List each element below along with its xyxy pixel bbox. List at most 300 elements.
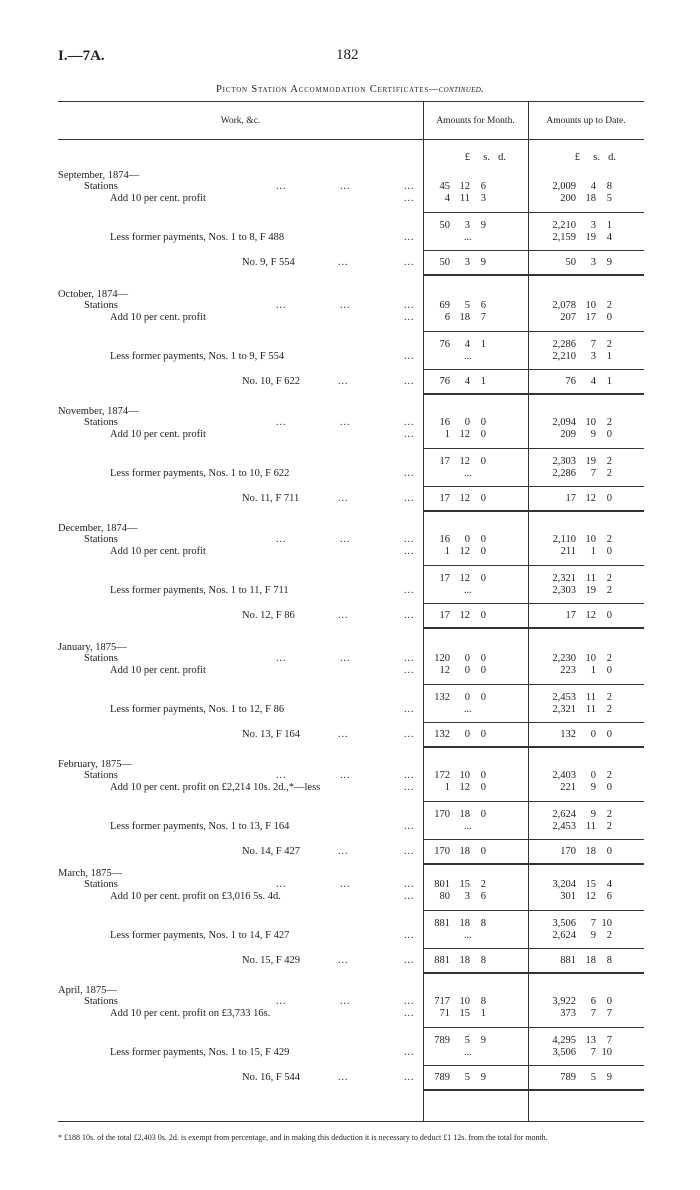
leader-dots: ...: [404, 232, 415, 243]
certificate-date-amount: [548, 610, 612, 621]
sum-month-amount-pence: 0: [480, 692, 486, 703]
sum-date-amount: [548, 692, 612, 703]
stations-month-amount-pounds: 45: [439, 181, 450, 192]
stations-date-amount-pence: 2: [606, 770, 612, 781]
certificate-date-amount-shillings: 18: [585, 846, 596, 857]
stations-date-amount-shillings: 6: [590, 996, 596, 1007]
period-label: February, 1875—: [58, 759, 132, 770]
certificate-date-amount: [548, 257, 612, 268]
stations-date-amount-pounds: 2,110: [552, 534, 576, 545]
profit-month-amount: [430, 665, 486, 676]
less-date-amount-shillings: 3: [590, 351, 596, 362]
profit-month-amount-shillings: 0: [464, 665, 470, 676]
period-label: December, 1874—: [58, 523, 138, 534]
sum-date-amount: [548, 1035, 612, 1046]
certificate-month-amount: [430, 729, 486, 740]
certificate-date-amount-pence: 0: [606, 729, 612, 740]
leader-dots: ...: [404, 729, 415, 740]
profit-date-amount-pence: 6: [606, 891, 612, 902]
profit-month-amount: [430, 429, 486, 440]
stations-month-amount-pounds: 801: [434, 879, 450, 890]
certificate-month-amount: [430, 610, 486, 621]
sum-date-amount-pence: 2: [606, 339, 612, 350]
certificate-month-amount-shillings: 3: [464, 257, 470, 268]
stations-date-amount: [548, 879, 612, 890]
certificate-bottom-rule: [423, 972, 644, 974]
stations-month-amount: [430, 300, 486, 311]
certificate-date-amount-pounds: 132: [560, 729, 576, 740]
profit-label: Add 10 per cent. profit on £2,214 10s. 2d.,*—less: [110, 782, 321, 793]
sum-month-amount-pence: 1: [480, 339, 486, 350]
leader-dots: ...: [276, 770, 287, 781]
certificate-label: No. 9, F 554: [242, 257, 295, 268]
profit-date-amount-pounds: 200: [560, 193, 576, 204]
stations-date-amount-shillings: 4: [590, 181, 596, 192]
leader-dots: ...: [340, 300, 351, 311]
stations-date-amount-pounds: 2,403: [552, 770, 576, 781]
leader-dots: ...: [340, 181, 351, 192]
less-date-amount-pence: 2: [606, 704, 612, 715]
less-date-amount-shillings: 19: [585, 232, 596, 243]
sum-month-amount-shillings: 18: [459, 918, 470, 929]
leader-dots: ...: [404, 300, 415, 311]
less-former-label: Less former payments, Nos. 1 to 13, F 164: [110, 821, 290, 832]
stations-date-amount-pounds: 2,078: [552, 300, 576, 311]
less-date-amount-pence: 4: [606, 232, 612, 243]
leader-dots: ...: [404, 704, 415, 715]
stations-month-amount-pence: 6: [480, 300, 486, 311]
stations-month-amount-shillings: 10: [459, 996, 470, 1007]
certificate-top-rule: [423, 722, 644, 723]
stations-date-amount: [548, 653, 612, 664]
certificate-month-amount-pounds: 170: [434, 846, 450, 857]
period-label: November, 1874—: [58, 406, 139, 417]
certificate-month-amount-shillings: 5: [464, 1072, 470, 1083]
less-date-amount-shillings: 7: [590, 1047, 596, 1058]
sum-month-amount-pence: 9: [480, 1035, 486, 1046]
profit-date-amount: [548, 429, 612, 440]
less-date-amount-pounds: 2,159: [552, 232, 576, 243]
stations-date-amount-pence: 0: [606, 996, 612, 1007]
profit-month-amount-shillings: 3: [464, 891, 470, 902]
subtotal-rule: [423, 684, 644, 685]
less-date-amount-pence: 2: [606, 930, 612, 941]
certificate-bottom-rule: [423, 863, 644, 865]
stations-month-amount-pounds: 69: [439, 300, 450, 311]
certificate-label: No. 14, F 427: [242, 846, 301, 857]
less-former-label: Less former payments, Nos. 1 to 12, F 86: [110, 704, 285, 715]
profit-month-amount-shillings: 12: [459, 782, 470, 793]
sum-month-amount-shillings: 5: [464, 1035, 470, 1046]
stations-label: Stations: [84, 653, 118, 664]
profit-date-amount-shillings: 17: [585, 312, 596, 323]
certificate-month-amount: [430, 846, 486, 857]
stations-label: Stations: [84, 181, 118, 192]
profit-date-amount-pence: 0: [606, 782, 612, 793]
stations-label: Stations: [84, 534, 118, 545]
stations-date-amount-shillings: 10: [585, 300, 596, 311]
profit-date-amount: [548, 665, 612, 676]
certificate-date-amount: [548, 376, 612, 387]
certificate-date-amount-pence: 9: [606, 257, 612, 268]
sum-date-amount-pence: 2: [606, 809, 612, 820]
sum-date-amount: [548, 918, 612, 929]
sum-month-amount-pence: 0: [480, 573, 486, 584]
sum-month-amount-pence: 8: [480, 918, 486, 929]
profit-month-amount-pence: 0: [480, 665, 486, 676]
sum-month-amount: [430, 220, 486, 231]
period-label: March, 1875—: [58, 868, 123, 879]
less-date-amount-pence: 1: [606, 351, 612, 362]
certificate-date-amount: [548, 729, 612, 740]
sum-month-amount-shillings: 12: [459, 456, 470, 467]
profit-month-amount-pence: 0: [480, 782, 486, 793]
stations-label: Stations: [84, 417, 118, 428]
column-header-month: Amounts for Month.: [436, 116, 515, 126]
profit-month-amount-pence: 1: [480, 1008, 486, 1019]
less-date-amount: [548, 1047, 612, 1058]
less-month-blank: ...: [464, 821, 472, 832]
sum-date-amount-pence: 7: [606, 1035, 612, 1046]
profit-label: Add 10 per cent. profit on £3,733 16s.: [110, 1008, 271, 1019]
certificate-date-amount-shillings: 18: [585, 955, 596, 966]
profit-month-amount: [430, 312, 486, 323]
sum-month-amount-shillings: 0: [464, 692, 470, 703]
sum-date-amount: [548, 456, 612, 467]
stations-month-amount-pence: 0: [480, 770, 486, 781]
sum-month-amount-pence: 9: [480, 220, 486, 231]
leader-dots: ...: [404, 468, 415, 479]
leader-dots: ...: [340, 653, 351, 664]
stations-date-amount-pounds: 3,204: [552, 879, 576, 890]
certificate-month-amount-shillings: 18: [459, 846, 470, 857]
certificate-date-amount-shillings: 12: [585, 493, 596, 504]
leader-dots: ...: [340, 417, 351, 428]
certificate-date-amount-shillings: 4: [590, 376, 596, 387]
stations-month-amount-shillings: 15: [459, 879, 470, 890]
sum-date-amount-pence: 2: [606, 573, 612, 584]
table-top-rule: [58, 101, 644, 102]
stations-label: Stations: [84, 996, 118, 1007]
certificate-month-amount-pence: 1: [480, 376, 486, 387]
leader-dots: ...: [404, 493, 415, 504]
period-label: April, 1875—: [58, 985, 117, 996]
subtotal-rule: [423, 1027, 644, 1028]
certificate-date-amount-pence: 0: [606, 493, 612, 504]
profit-date-amount-shillings: 18: [585, 193, 596, 204]
stations-date-amount: [548, 417, 612, 428]
sum-date-amount-pounds: 2,210: [552, 220, 576, 231]
stations-month-amount-pence: 6: [480, 181, 486, 192]
certificate-bottom-rule: [423, 510, 644, 512]
certificate-date-amount-pence: 0: [606, 846, 612, 857]
less-date-amount-pounds: 2,321: [552, 704, 576, 715]
certificate-bottom-rule: [423, 393, 644, 395]
sum-month-amount: [430, 573, 486, 584]
certificate-month-amount-shillings: 18: [459, 955, 470, 966]
profit-date-amount: [548, 546, 612, 557]
profit-date-amount-pounds: 209: [560, 429, 576, 440]
sum-date-amount: [548, 809, 612, 820]
certificate-month-amount-pounds: 50: [439, 257, 450, 268]
sum-month-amount-shillings: 18: [459, 809, 470, 820]
stations-date-amount-pence: 2: [606, 534, 612, 545]
profit-month-amount-shillings: 12: [459, 429, 470, 440]
profit-date-amount-pounds: 223: [560, 665, 576, 676]
profit-date-amount-pence: 0: [606, 312, 612, 323]
certificate-date-amount-pounds: 881: [560, 955, 576, 966]
certificate-date-amount-pence: 9: [606, 1072, 612, 1083]
certificate-top-rule: [423, 603, 644, 604]
profit-date-amount-pounds: 373: [560, 1008, 576, 1019]
sum-month-amount: [430, 809, 486, 820]
certificate-month-amount-pounds: 132: [434, 729, 450, 740]
profit-label: Add 10 per cent. profit: [110, 312, 206, 323]
profit-month-amount-pounds: 71: [439, 1008, 450, 1019]
certificate-month-amount-pounds: 789: [434, 1072, 450, 1083]
leader-dots: ...: [404, 312, 415, 323]
certificate-month-amount-pence: 9: [480, 257, 486, 268]
column-divider-1: [423, 101, 424, 1121]
leader-dots: ...: [276, 417, 287, 428]
leader-dots: ...: [404, 653, 415, 664]
column-header-date: Amounts up to Date.: [546, 116, 626, 126]
certificate-bottom-rule: [423, 274, 644, 276]
leader-dots: ...: [404, 376, 415, 387]
less-date-amount-shillings: 11: [585, 821, 596, 832]
certificate-month-amount: [430, 493, 486, 504]
sum-date-amount-shillings: 11: [585, 573, 596, 584]
certificate-top-rule: [423, 250, 644, 251]
profit-date-amount: [548, 782, 612, 793]
sum-date-amount-shillings: 9: [590, 809, 596, 820]
less-date-amount-shillings: 7: [590, 468, 596, 479]
certificate-date-amount-pounds: 170: [560, 846, 576, 857]
leader-dots: ...: [404, 930, 415, 941]
profit-date-amount-shillings: 12: [585, 891, 596, 902]
profit-month-amount-pence: 0: [480, 429, 486, 440]
stations-month-amount-pounds: 172: [434, 770, 450, 781]
certificate-date-amount-pounds: 789: [560, 1072, 576, 1083]
less-date-amount: [548, 930, 612, 941]
less-date-amount-pence: 10: [601, 1047, 612, 1058]
less-month-blank: ...: [464, 704, 472, 715]
leader-dots: ...: [404, 546, 415, 557]
sum-month-amount: [430, 456, 486, 467]
profit-date-amount-pence: 0: [606, 665, 612, 676]
stations-month-amount: [430, 417, 486, 428]
less-date-amount-pence: 2: [606, 585, 612, 596]
certificate-label: No. 15, F 429: [242, 955, 301, 966]
less-date-amount-pounds: 2,453: [552, 821, 576, 832]
sum-date-amount-shillings: 19: [585, 456, 596, 467]
profit-label: Add 10 per cent. profit on £3,016 5s. 4d.: [110, 891, 281, 902]
less-former-label: Less former payments, Nos. 1 to 9, F 554: [110, 351, 285, 362]
certificate-bottom-rule: [423, 627, 644, 629]
profit-date-amount-pence: 0: [606, 546, 612, 557]
leader-dots: ...: [404, 181, 415, 192]
profit-month-amount-pounds: 1: [444, 782, 450, 793]
less-date-amount: [548, 351, 612, 362]
header-bottom-rule: [58, 139, 644, 140]
profit-date-amount: [548, 193, 612, 204]
stations-month-amount-shillings: 10: [459, 770, 470, 781]
certificate-month-amount: [430, 376, 486, 387]
stations-month-amount-pence: 2: [480, 879, 486, 890]
profit-month-amount-shillings: 12: [459, 546, 470, 557]
less-date-amount-shillings: 19: [585, 585, 596, 596]
certificate-month-amount-pence: 8: [480, 955, 486, 966]
leader-dots: ...: [404, 610, 415, 621]
certificate-label: No. 13, F 164: [242, 729, 301, 740]
subtotal-rule: [423, 212, 644, 213]
less-date-amount-pounds: 3,506: [552, 1047, 576, 1058]
less-former-label: Less former payments, Nos. 1 to 14, F 427: [110, 930, 290, 941]
stations-date-amount-shillings: 0: [590, 770, 596, 781]
less-former-label: Less former payments, Nos. 1 to 8, F 488: [110, 232, 285, 243]
profit-date-amount: [548, 1008, 612, 1019]
sum-date-amount-shillings: 7: [590, 918, 596, 929]
stations-month-amount-pounds: 120: [434, 653, 450, 664]
leader-dots: ...: [404, 879, 415, 890]
stations-month-amount: [430, 653, 486, 664]
stations-date-amount: [548, 770, 612, 781]
profit-month-amount: [430, 546, 486, 557]
less-date-amount-pounds: 2,210: [552, 351, 576, 362]
stations-date-amount: [548, 300, 612, 311]
less-date-amount: [548, 704, 612, 715]
sum-month-amount: [430, 1035, 486, 1046]
leader-dots: ...: [404, 257, 415, 268]
certificate-date-amount-pence: 8: [606, 955, 612, 966]
leader-dots: ...: [404, 1072, 415, 1083]
certificate-month-amount-shillings: 0: [464, 729, 470, 740]
profit-month-amount-pence: 0: [480, 546, 486, 557]
certificate-label: No. 12, F 86: [242, 610, 295, 621]
stations-month-amount-pence: 0: [480, 417, 486, 428]
sum-date-amount-shillings: 13: [585, 1035, 596, 1046]
certificate-top-rule: [423, 369, 644, 370]
subtotal-rule: [423, 331, 644, 332]
sum-month-amount-pounds: 132: [434, 692, 450, 703]
profit-label: Add 10 per cent. profit: [110, 429, 206, 440]
profit-month-amount-pounds: 1: [444, 429, 450, 440]
subtotal-rule: [423, 565, 644, 566]
subtotal-rule: [423, 910, 644, 911]
profit-month-amount-pence: 3: [480, 193, 486, 204]
certificate-bottom-rule: [423, 746, 644, 748]
less-date-amount: [548, 468, 612, 479]
sum-month-amount-shillings: 3: [464, 220, 470, 231]
certificate-date-amount-shillings: 5: [590, 1072, 596, 1083]
profit-month-amount-shillings: 11: [459, 193, 470, 204]
profit-date-amount-pounds: 301: [560, 891, 576, 902]
stations-month-amount-shillings: 0: [464, 534, 470, 545]
stations-label: Stations: [84, 879, 118, 890]
profit-date-amount-shillings: 1: [590, 546, 596, 557]
certificate-date-amount-shillings: 0: [590, 729, 596, 740]
sum-month-amount-pence: 0: [480, 809, 486, 820]
leader-dots: ...: [404, 996, 415, 1007]
currency-header-date: £ s. d.: [574, 152, 616, 163]
sum-date-amount: [548, 573, 612, 584]
stations-date-amount-pence: 2: [606, 653, 612, 664]
profit-label: Add 10 per cent. profit: [110, 193, 206, 204]
sum-date-amount-pence: 2: [606, 692, 612, 703]
sum-month-amount-pounds: 50: [439, 220, 450, 231]
stations-date-amount-pence: 2: [606, 417, 612, 428]
period-label: October, 1874—: [58, 289, 129, 300]
profit-month-amount: [430, 891, 486, 902]
stations-month-amount: [430, 879, 486, 890]
table-title: Picton Station Accommodation Certificates—continued.: [216, 84, 484, 95]
stations-date-amount: [548, 996, 612, 1007]
less-date-amount-pence: 2: [606, 468, 612, 479]
certificate-date-amount-pounds: 17: [565, 610, 576, 621]
stations-month-amount: [430, 181, 486, 192]
sum-month-amount-shillings: 4: [464, 339, 470, 350]
sum-date-amount-pounds: 2,453: [552, 692, 576, 703]
stations-month-amount-pounds: 16: [439, 417, 450, 428]
leader-dots: ...: [404, 821, 415, 832]
sum-date-amount-shillings: 11: [585, 692, 596, 703]
leader-dots: ...: [338, 729, 349, 740]
sum-month-amount: [430, 339, 486, 350]
sum-date-amount-pence: 2: [606, 456, 612, 467]
stations-month-amount: [430, 534, 486, 545]
stations-date-amount-shillings: 10: [585, 534, 596, 545]
leader-dots: ...: [338, 955, 349, 966]
leader-dots: ...: [404, 955, 415, 966]
sum-date-amount-pounds: 4,295: [552, 1035, 576, 1046]
stations-month-amount-shillings: 0: [464, 653, 470, 664]
certificate-label: No. 11, F 711: [242, 493, 300, 504]
stations-date-amount-shillings: 10: [585, 417, 596, 428]
leader-dots: ...: [338, 257, 349, 268]
leader-dots: ...: [404, 665, 415, 676]
certificate-date-amount-pence: 1: [606, 376, 612, 387]
leader-dots: ...: [340, 996, 351, 1007]
sum-date-amount-pence: 10: [601, 918, 612, 929]
leader-dots: ...: [276, 879, 287, 890]
page-ref: I.—7A.: [58, 48, 105, 64]
leader-dots: ...: [276, 534, 287, 545]
certificate-date-amount-shillings: 12: [585, 610, 596, 621]
certificate-month-amount: [430, 955, 486, 966]
stations-date-amount-pence: 8: [606, 181, 612, 192]
leader-dots: ...: [404, 534, 415, 545]
stations-date-amount-shillings: 15: [585, 879, 596, 890]
sum-month-amount-pounds: 17: [439, 456, 450, 467]
leader-dots: ...: [404, 429, 415, 440]
profit-month-amount: [430, 782, 486, 793]
page-number: 182: [336, 47, 359, 63]
sum-date-amount: [548, 339, 612, 350]
less-former-label: Less former payments, Nos. 1 to 15, F 429: [110, 1047, 290, 1058]
less-date-amount-pounds: 2,624: [552, 930, 576, 941]
certificate-label: No. 16, F 544: [242, 1072, 301, 1083]
sum-date-amount-pounds: 2,321: [552, 573, 576, 584]
profit-date-amount-shillings: 7: [590, 1008, 596, 1019]
sum-month-amount: [430, 692, 486, 703]
profit-date-amount: [548, 891, 612, 902]
certificate-month-amount-pence: 0: [480, 729, 486, 740]
stations-month-amount-pounds: 717: [434, 996, 450, 1007]
leader-dots: ...: [340, 770, 351, 781]
stations-date-amount-pence: 4: [606, 879, 612, 890]
sum-date-amount-pounds: 3,506: [552, 918, 576, 929]
profit-date-amount-shillings: 9: [590, 429, 596, 440]
